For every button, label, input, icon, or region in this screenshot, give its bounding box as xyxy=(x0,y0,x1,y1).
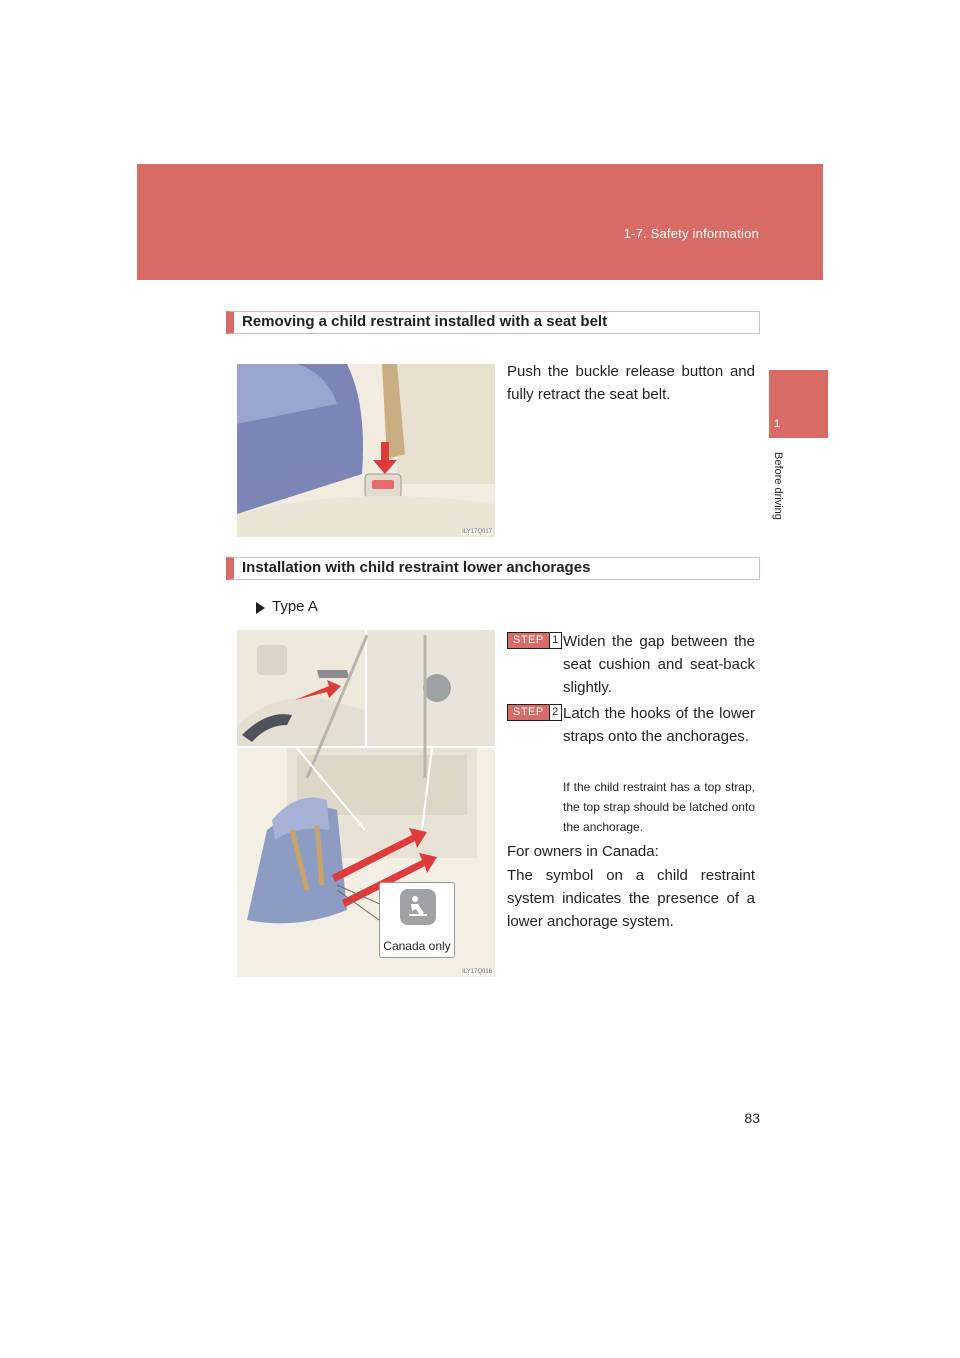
type-label: Type A xyxy=(272,598,318,615)
canada-heading: For owners in Canada: xyxy=(507,843,659,860)
child-seat-anchor-icon xyxy=(400,889,436,925)
chapter-title: 1-7. Safety information xyxy=(623,226,759,241)
step-word: STEP xyxy=(508,633,549,648)
instruction-text: Push the buckle release button and fully retract the seat belt. xyxy=(507,363,755,403)
figure-lower-anchorages xyxy=(237,630,495,977)
chapter-number: 1 xyxy=(773,418,781,430)
figure-code: ILY17Q016 xyxy=(462,969,492,975)
step-badge xyxy=(507,704,562,721)
figure-seatbelt-release xyxy=(237,364,495,537)
step-word: STEP xyxy=(508,705,549,720)
page-number: 83 xyxy=(744,1110,760,1126)
step-text: Widen the gap between the seat cushion and seat-back slightly. xyxy=(563,633,755,696)
chapter-tab xyxy=(769,370,828,438)
step-number: 2 xyxy=(549,705,561,720)
section-heading-installation: Installation with child restraint lower anchorages xyxy=(226,557,760,580)
step-badge xyxy=(507,632,562,649)
figure-code: ILY17Q017 xyxy=(462,529,492,535)
lower-anchorage-illustration xyxy=(237,630,495,977)
step-text: Latch the hooks of the lower straps onto the anchorages. xyxy=(563,705,755,745)
step-1 xyxy=(507,630,757,698)
section-heading-removing: Removing a child restraint installed with a seat belt xyxy=(226,311,760,334)
header-band xyxy=(137,164,823,280)
canada-text: The symbol on a child restraint system indicates the presence of a lower anchorage system. xyxy=(507,867,755,930)
triangle-right-icon xyxy=(256,602,265,614)
canada-only-label: Canada only xyxy=(383,939,451,953)
seatbelt-buckle-illustration xyxy=(237,364,495,537)
step-number: 1 xyxy=(549,633,561,648)
step-2 xyxy=(507,702,757,772)
top-strap-note: If the child restraint has a top strap, the top strap should be latched onto the anchorage. xyxy=(563,780,755,834)
chapter-tab-label: Before driving xyxy=(772,452,784,520)
canada-only-callout xyxy=(379,882,455,958)
